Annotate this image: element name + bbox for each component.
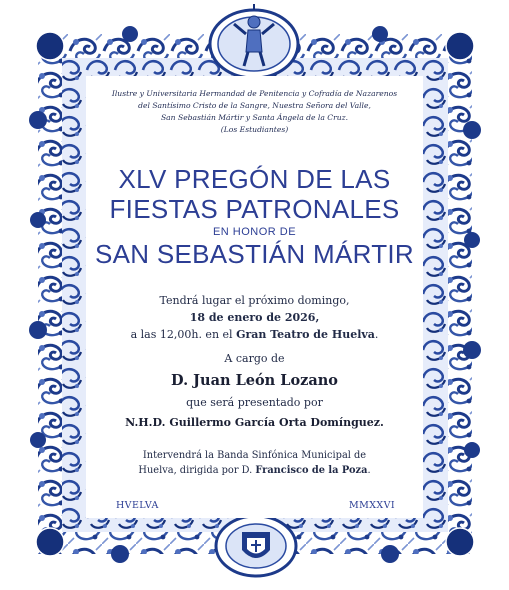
title-line-3: EN HONOR DE bbox=[212, 226, 297, 238]
title-line-1: XLV PREGÓN DE LAS bbox=[118, 164, 391, 194]
band-line-2 bbox=[86, 463, 423, 478]
footer-year: MMXXVI bbox=[349, 500, 395, 511]
title-line-2: FIESTAS PATRONALES bbox=[109, 194, 400, 224]
brotherhood-line: (Los Estudiantes) bbox=[220, 125, 289, 134]
band-line-2-prefix: Huelva, dirigida por D. bbox=[138, 465, 253, 476]
event-venue: Gran Teatro de Huelva bbox=[236, 328, 375, 341]
presenter-name: N.H.D. Guillermo García Orta Domínguez. bbox=[125, 416, 384, 429]
event-venue-suffix: . bbox=[374, 328, 379, 341]
brotherhood-name bbox=[86, 88, 423, 136]
poster-title bbox=[86, 164, 423, 269]
event-date: 18 de enero de 2026, bbox=[189, 311, 320, 324]
event-intro: Tendrá lugar el próximo domingo, bbox=[159, 294, 350, 307]
band-line-2-suffix: . bbox=[367, 465, 371, 476]
speaker-intro: A cargo de bbox=[224, 352, 285, 365]
brotherhood-line: del Santísimo Cristo de la Sangre, Nuestra Señora del Valle, bbox=[138, 101, 371, 110]
content-area bbox=[86, 76, 423, 518]
speaker-name: D. Juan León Lozano bbox=[171, 372, 338, 389]
footer-city: HVELVA bbox=[116, 500, 159, 511]
band-note bbox=[86, 448, 423, 478]
presented-by: que será presentado por bbox=[186, 396, 323, 409]
band-conductor: Francisco de la Poza bbox=[255, 465, 368, 476]
event-time-venue bbox=[86, 326, 423, 343]
brotherhood-line: San Sebastián Mártir y Santa Ángela de la Cruz. bbox=[160, 113, 349, 122]
event-time: a las 12,00h. en el bbox=[130, 328, 233, 341]
title-line-4: SAN SEBASTIÁN MÁRTIR bbox=[94, 239, 415, 269]
brotherhood-line: Ilustre y Universitaria Hermandad de Penitencia y Cofradía de Nazarenos bbox=[111, 89, 398, 98]
band-line-1: Intervendrá la Banda Sinfónica Municipal de bbox=[142, 450, 367, 461]
event-details bbox=[86, 292, 423, 343]
